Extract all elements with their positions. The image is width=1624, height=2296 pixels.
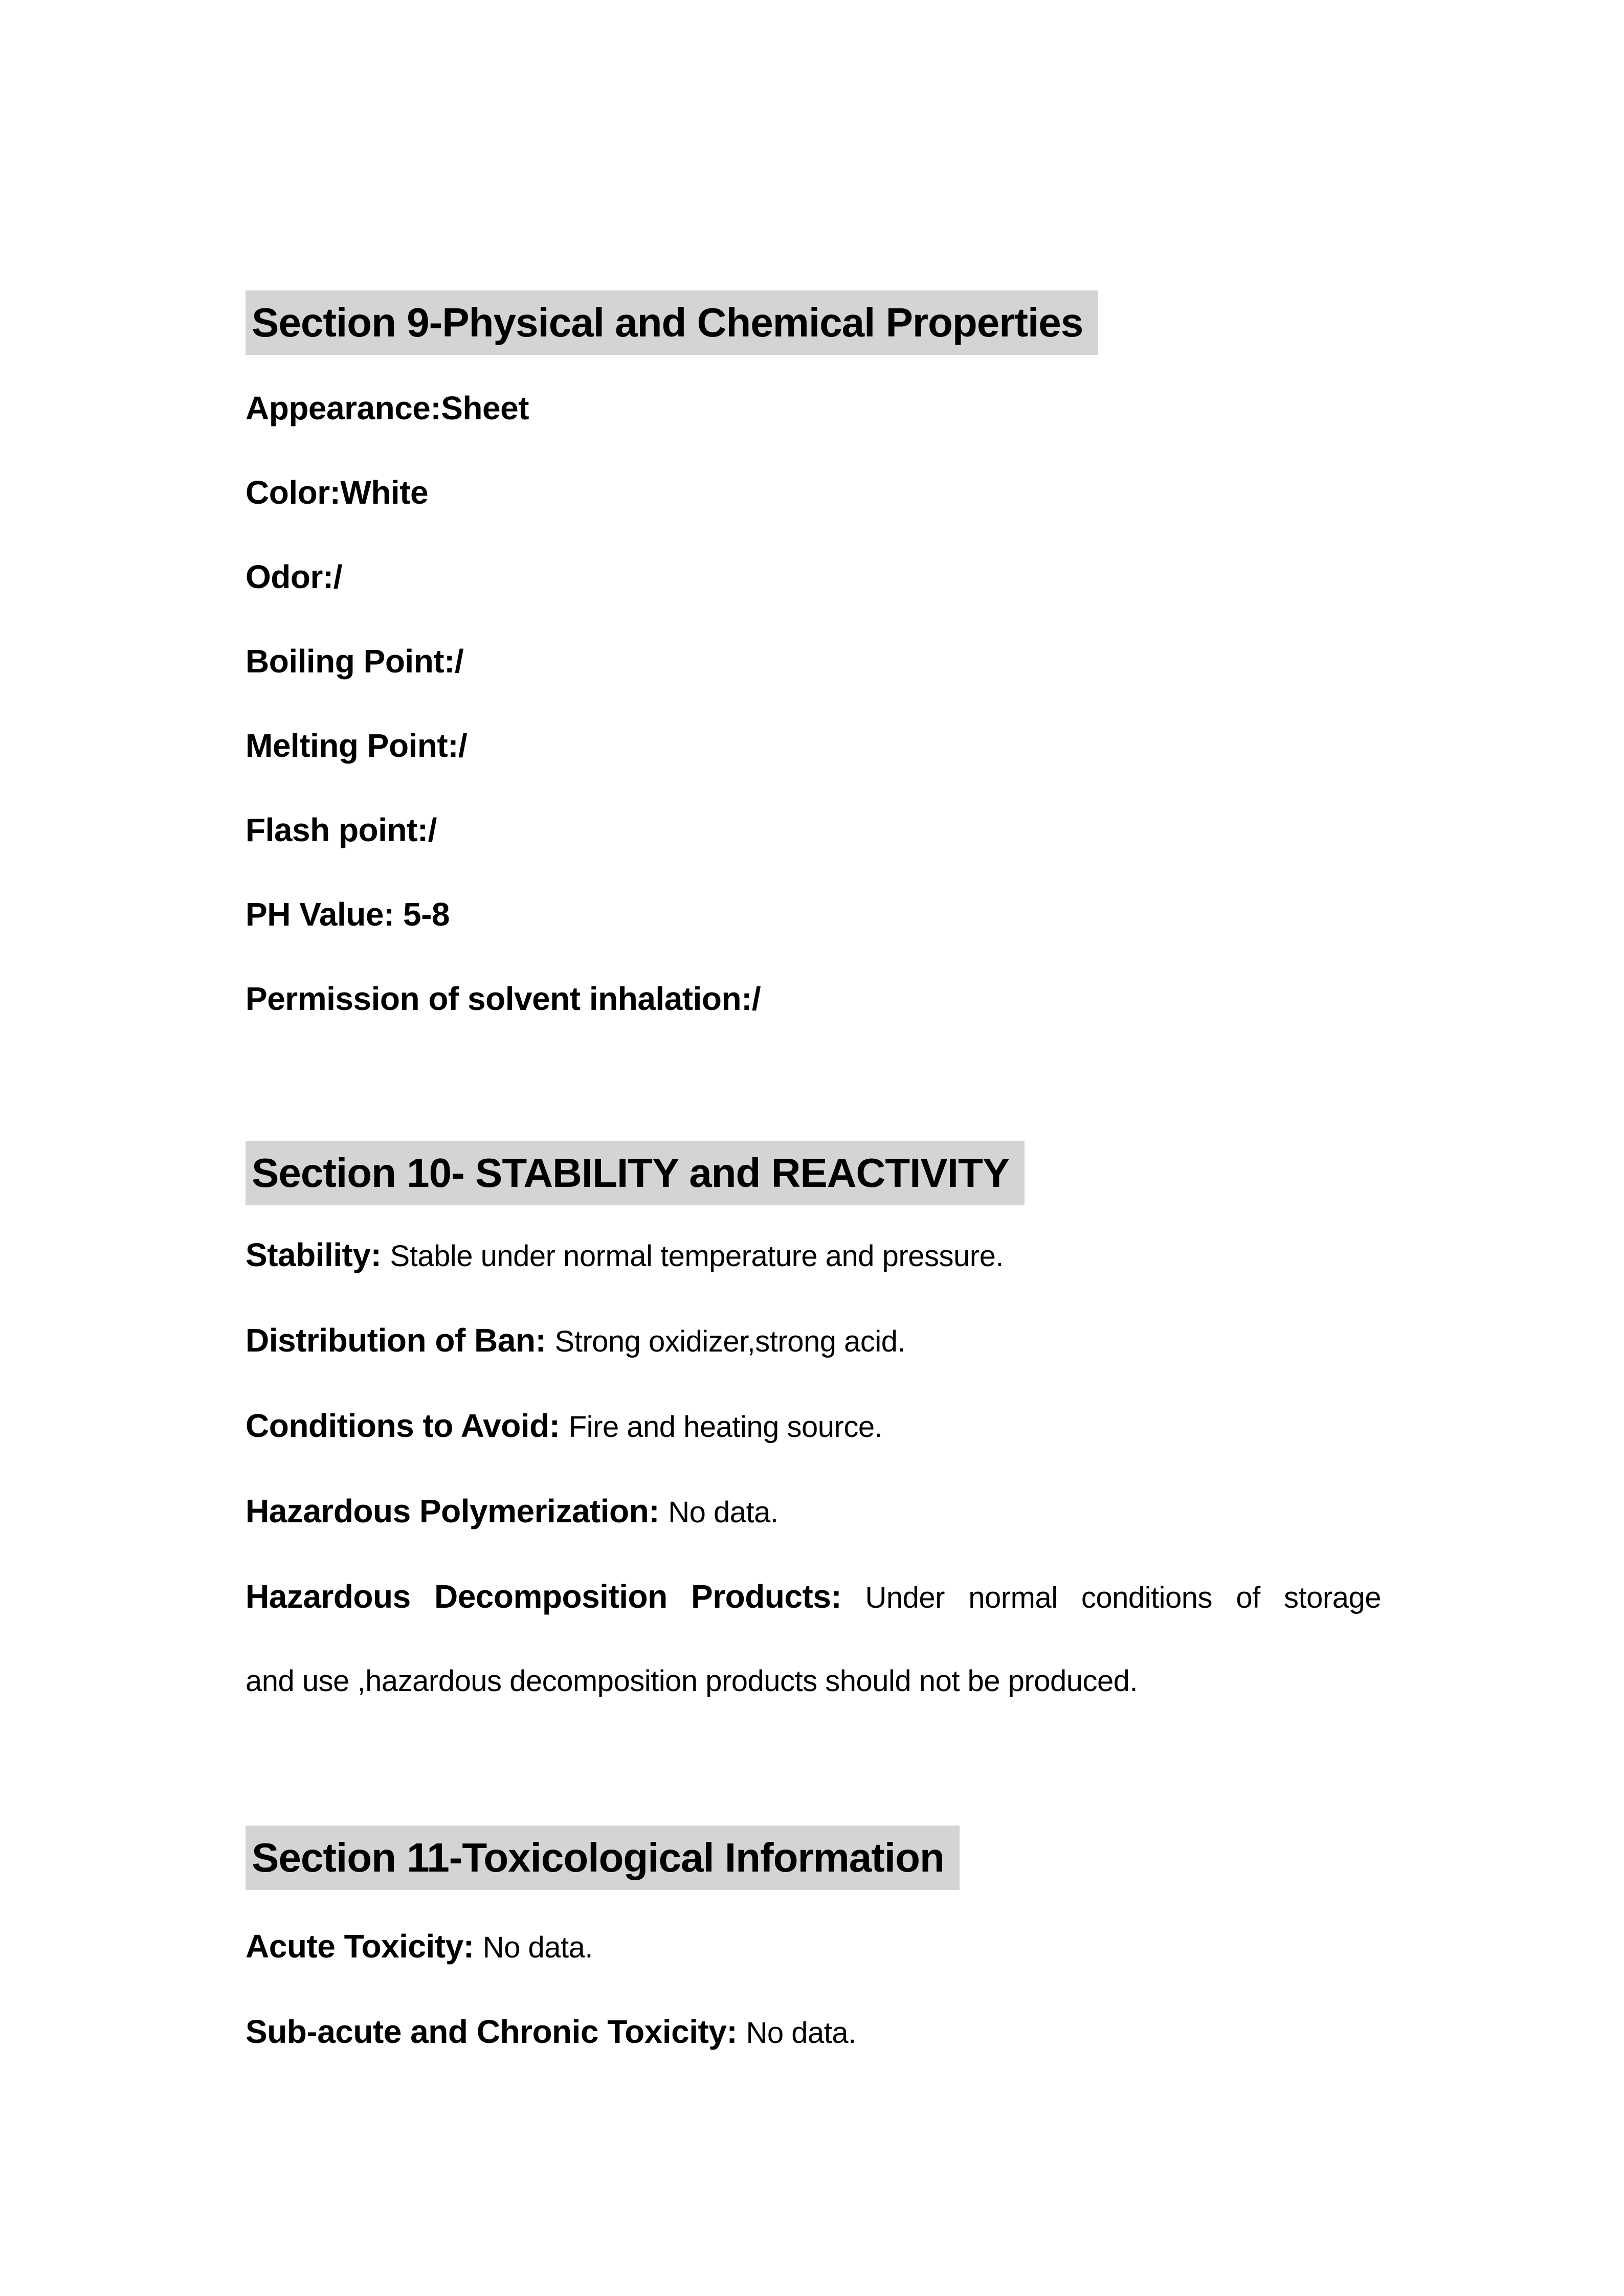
hazardous-decomposition-word: normal xyxy=(968,1581,1058,1614)
acute-toxicity-line xyxy=(246,1904,1381,1990)
hazardous-polymerization-label: Hazardous Polymerization: xyxy=(246,1493,659,1529)
property-color: Color:White xyxy=(246,474,429,511)
conditions-to-avoid-value: Fire and heating source. xyxy=(568,1410,883,1444)
sub-acute-chronic-toxicity-label: Sub-acute and Chronic Toxicity: xyxy=(246,2013,738,2050)
hazardous-decomposition-word: Products: xyxy=(691,1578,842,1615)
property-solvent-inhalation: Permission of solvent inhalation:/ xyxy=(246,980,761,1017)
hazardous-decomposition-word: of xyxy=(1236,1581,1260,1614)
hazardous-polymerization-line xyxy=(246,1469,1381,1555)
stability-value: Stable under normal temperature and pressure. xyxy=(390,1240,1004,1273)
property-melting-point: Melting Point:/ xyxy=(246,727,468,764)
distribution-of-ban-label: Distribution of Ban: xyxy=(246,1322,546,1359)
property-boiling-point: Boiling Point:/ xyxy=(246,643,464,680)
document-content xyxy=(246,0,1381,2075)
section-9-header xyxy=(246,290,1381,355)
conditions-to-avoid-line xyxy=(246,1384,1381,1469)
hazardous-decomposition-word: Hazardous xyxy=(246,1578,411,1615)
section-11-title: Section 11-Toxicological Information xyxy=(246,1826,960,1890)
distribution-of-ban-line xyxy=(246,1298,1381,1384)
section-9-body xyxy=(246,366,1381,1041)
stability-line xyxy=(246,1213,1381,1298)
hazardous-decomposition-word: conditions xyxy=(1081,1581,1213,1614)
hazardous-decomposition-word: storage xyxy=(1284,1581,1381,1614)
hazardous-decomposition-line-justified xyxy=(246,1555,1381,1639)
section-10-body xyxy=(246,1213,1381,1723)
section-9-title: Section 9-Physical and Chemical Properties xyxy=(246,290,1098,355)
section-10-header xyxy=(246,1141,1381,1205)
hazardous-decomposition-continuation: and use ,hazardous decomposition products should not be produced. xyxy=(246,1664,1138,1698)
conditions-to-avoid-label: Conditions to Avoid: xyxy=(246,1407,560,1444)
distribution-of-ban-value: Strong oxidizer,strong acid. xyxy=(554,1325,906,1358)
hazardous-decomposition-word: Decomposition xyxy=(434,1578,668,1615)
hazardous-decomposition-word: Under xyxy=(865,1581,945,1614)
property-ph-value: PH Value: 5-8 xyxy=(246,896,450,933)
section-11-body xyxy=(246,1904,1381,2075)
property-appearance: Appearance:Sheet xyxy=(246,390,529,426)
property-flash-point: Flash point:/ xyxy=(246,812,437,848)
sub-acute-chronic-toxicity-line xyxy=(246,1990,1381,2075)
hazardous-polymerization-value: No data. xyxy=(668,1496,778,1529)
property-odor: Odor:/ xyxy=(246,558,342,595)
sub-acute-chronic-toxicity-value: No data. xyxy=(746,2016,856,2050)
acute-toxicity-value: No data. xyxy=(482,1931,593,1964)
section-10-title: Section 10- STABILITY and REACTIVITY xyxy=(246,1141,1025,1205)
section-11-header xyxy=(246,1826,1381,1890)
acute-toxicity-label: Acute Toxicity: xyxy=(246,1928,474,1965)
stability-label: Stability: xyxy=(246,1236,382,1273)
